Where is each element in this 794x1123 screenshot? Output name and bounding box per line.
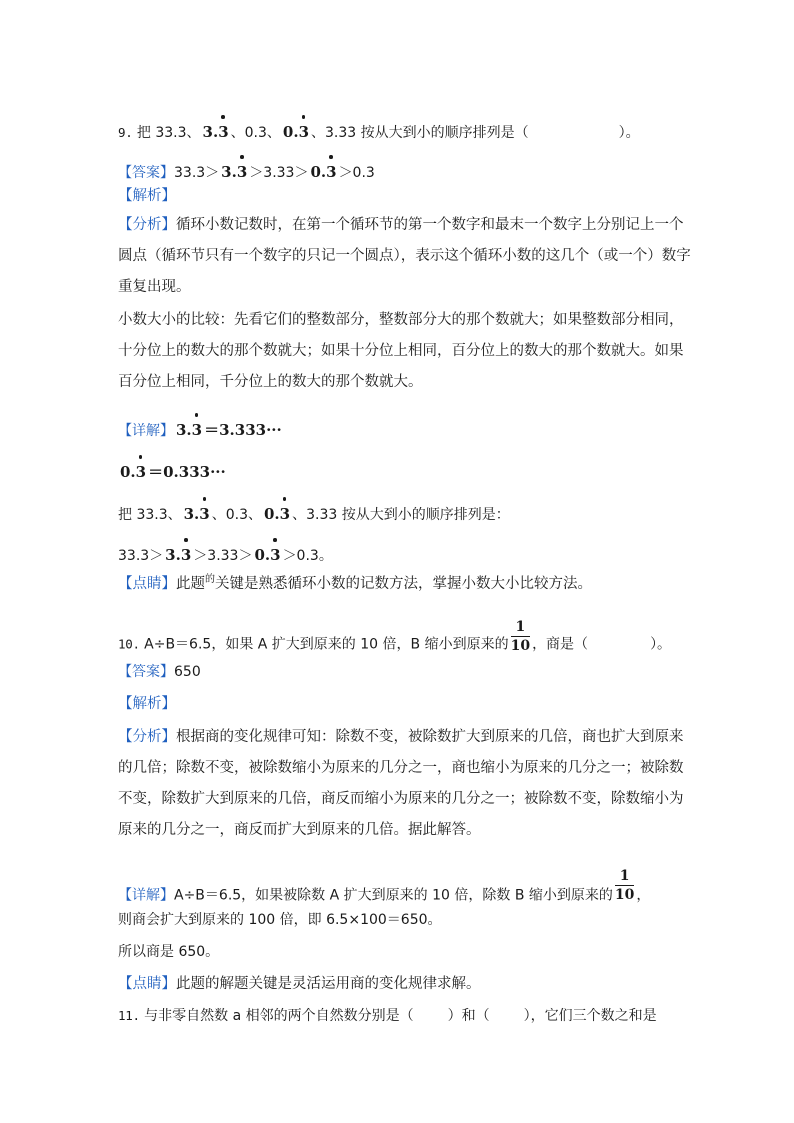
q9-question: 9. 把 33.3、 3.3 、0.3、 0.3 、3.33 按从大到小的顺序排列是（ ）。 xyxy=(118,116,640,143)
q10-fenxi-3: 不变，除数扩大到原来的几倍，商反而缩小为原来的几分之一；被除数不变，除数缩小为 xyxy=(118,791,684,807)
q11-question: 11. 与非零自然数 a 相邻的两个自然数分别是（ ）和（ ），它们三个数之和是 xyxy=(118,1008,657,1024)
q10-question: 10. A÷B＝6.5，如果 A 扩大到原来的 10 倍，B 缩小到原来的 $\frac{1}{10}$ ，商是（ ）。 xyxy=(118,619,672,654)
repeating-decimal-3p3: 3.3 xyxy=(202,123,229,141)
q10-fenxi-1: 【分析】根据商的变化规律可知：除数不变，被除数扩大到原来的几倍，商也扩大到原来 xyxy=(118,729,684,745)
q9-final-order: 33.3＞ 3.3 ＞3.33＞ 0.3 ＞0.3。 xyxy=(118,546,333,564)
q10-analysis-tag: 【解析】 xyxy=(118,696,176,712)
q9-compare-3: 百分位上相同，千分位上的数大的那个数就大。 xyxy=(118,374,423,390)
q9-fenxi-1: 【分析】循环小数记数时，在第一个循环节的第一个数字和最末一个数字上分别记上一个 xyxy=(118,217,684,233)
q9-comment: 【点睛】此题$^的$关键是熟悉循环小数的记数方法，掌握小数大小比较方法。 xyxy=(118,574,592,592)
repeating-decimal-0p3: 0.3 xyxy=(282,123,310,141)
q10-fenxi-2: 的几倍；除数不变，被除数缩小为原来的几分之一，商也缩小为原来的几分之一；被除数 xyxy=(118,760,684,776)
q10-detail-1: 【详解】A÷B＝6.5，如果被除数 A 扩大到原来的 10 倍，除数 B 缩小到原来的 $\frac{1}{10}$ ， xyxy=(118,868,651,904)
q9-compare-2: 十分位上的数大的那个数就大；如果十分位上相同，百分位上的数大的那个数就大。如果 xyxy=(118,343,684,359)
q9-compare-1: 小数大小的比较：先看它们的整数部分，整数部分大的那个数就大；如果整数部分相同， xyxy=(118,312,684,328)
q9-detail-eq2: 0.3 ＝0.333··· xyxy=(120,463,226,481)
q9-fenxi-3: 重复出现。 xyxy=(118,279,191,295)
fraction-one-tenth: $\frac{1}{10}$ xyxy=(510,619,531,654)
q9-analysis-tag: 【解析】 xyxy=(118,188,176,204)
q9-fenxi-2: 圆点（循环节只有一个数字的只记一个圆点），表示这个循环小数的这几个（或一个）数字 xyxy=(118,248,691,264)
q10-fenxi-4: 原来的几分之一，商反而扩大到原来的几倍。据此解答。 xyxy=(118,822,481,838)
q10-detail-2: 则商会扩大到原来的 100 倍，即 6.5×100＝650。 xyxy=(118,912,442,928)
q10-answer: 【答案】650 xyxy=(118,664,201,680)
q9-detail-eq1: 【详解】 3.3 ＝3.333··· xyxy=(118,421,282,439)
q9-restate: 把 33.3、 3.3 、0.3、 0.3 、3.33 按从大到小的顺序排列是： xyxy=(118,505,510,523)
q10-comment: 【点睛】此题的解题关键是灵活运用商的变化规律求解。 xyxy=(118,976,481,992)
fraction-one-tenth-detail: $\frac{1}{10}$ xyxy=(614,868,635,903)
q9-answer: 【答案】33.3＞ 3.3 ＞3.33＞ 0.3 ＞0.3 xyxy=(118,163,375,181)
q10-detail-3: 所以商是 650。 xyxy=(118,944,220,960)
